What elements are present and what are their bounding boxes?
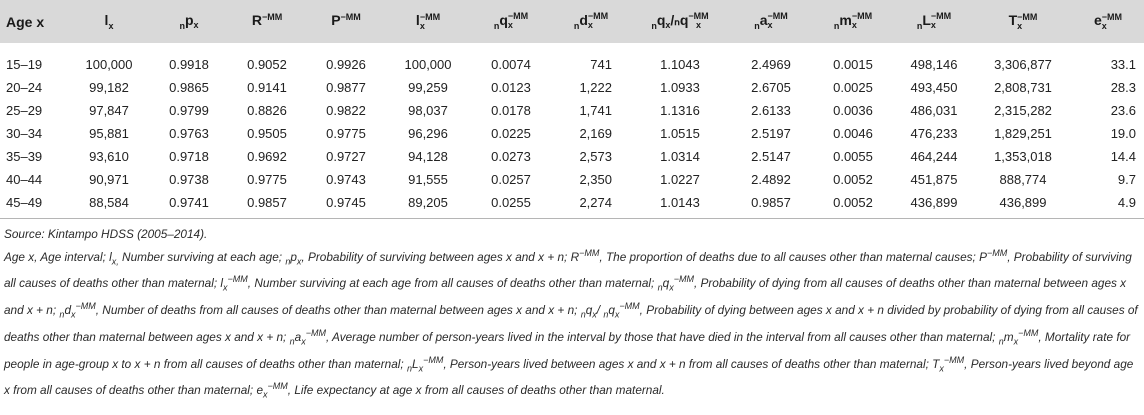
- table-cell: 2,350: [579, 172, 612, 187]
- header-prefix: n: [573, 20, 580, 31]
- header-sup: −MM: [419, 11, 441, 22]
- table-cell: 486,031: [910, 103, 958, 118]
- table-cell: 97,847: [89, 103, 129, 118]
- header-symbol: q: [656, 12, 666, 29]
- table-cell: 2.6133: [751, 103, 791, 118]
- table-cell: 93,610: [89, 149, 129, 164]
- legend-sub: n: [289, 336, 295, 347]
- header-prefix: n: [651, 20, 657, 31]
- legend-text: , Person-years lived beyond age x from all causes of deaths other than maternal; e: [4, 356, 1134, 398]
- table-cell: 1,353,018: [994, 149, 1052, 164]
- header-sub: x: [1017, 20, 1023, 31]
- header-sub: x: [419, 20, 425, 31]
- table-cell: 1.0314: [660, 149, 700, 164]
- header-symbol: p: [184, 12, 194, 29]
- legend-text: , Mortality rate for people in age-group x to x + n from all causes of deaths other than maternal;: [4, 329, 1131, 371]
- header-symbol: R: [251, 12, 262, 29]
- legend-text: Age x, Age interval; l: [4, 249, 112, 264]
- column-header: [730, 0, 812, 43]
- legend-text: , Probability of surviving between ages x and x + n; R: [301, 249, 580, 264]
- header-symbol: q: [499, 12, 508, 29]
- table-cell: 0.9763: [169, 126, 209, 141]
- table-cell: 0.9799: [169, 103, 209, 118]
- table-cell: 0.0074: [491, 57, 531, 72]
- legend-sub: n: [657, 282, 663, 293]
- header-sub: x: [507, 20, 513, 31]
- header-sub: [341, 22, 361, 31]
- header-symbol: l: [104, 12, 109, 29]
- header-symbol: Age x: [6, 13, 45, 30]
- legend-sub: x,: [111, 255, 119, 266]
- legend-sub: n: [998, 336, 1004, 347]
- legend-text: , Probability of dying between ages x and x + n divided by probability of dying from all causes of deaths other than maternal between ages x and x + n;: [4, 302, 1138, 344]
- column-header: [0, 0, 68, 43]
- header-sup: −MM: [261, 11, 283, 22]
- legend-sup: −MM: [227, 274, 248, 285]
- legend-text: q: [662, 276, 670, 291]
- table-cell: 0.0052: [833, 172, 873, 187]
- legend-sup: −MM: [267, 381, 288, 392]
- header-tail: /ₙq: [670, 12, 689, 29]
- column-header: [150, 0, 228, 43]
- legend-sup: −MM: [305, 327, 326, 338]
- table-cell: 28.3: [1110, 80, 1136, 95]
- column-header: [68, 0, 150, 43]
- table-cell: 0.0178: [491, 103, 531, 118]
- legend-sub: n: [406, 362, 412, 373]
- table-cell: 436,899: [910, 195, 958, 210]
- table-cell: 0.9857: [247, 195, 287, 210]
- column-header: [1072, 0, 1144, 43]
- table-cell: 98,037: [408, 103, 448, 118]
- table-cell: 0.9052: [247, 57, 287, 72]
- table-cell: 0.9505: [247, 126, 287, 141]
- table-cell: 0.9141: [247, 80, 287, 95]
- column-header: [386, 0, 470, 43]
- table-cell: 30–34: [6, 126, 43, 141]
- legend-text: p: [290, 249, 297, 264]
- legend-text: q: [608, 302, 615, 317]
- table-cell: 0.0025: [833, 80, 873, 95]
- header-sup: −MM: [688, 11, 709, 22]
- header-prefix: n: [833, 20, 840, 31]
- table-cell: 99,259: [408, 80, 448, 95]
- legend-sub: x: [592, 309, 597, 320]
- source-note: Source: Kintampo HDSS (2005–2014).: [4, 227, 208, 241]
- table-cell: 0.0055: [833, 149, 873, 164]
- legend-text: , The proportion of deaths due to all causes other than maternal causes; P: [599, 249, 987, 264]
- header-sub: x: [665, 20, 671, 31]
- table-cell: 0.9741: [169, 195, 209, 210]
- table-cell: 0.9857: [751, 195, 791, 210]
- header-sup: −MM: [587, 11, 609, 22]
- table-cell: 0.0036: [833, 103, 873, 118]
- legend-sub: x: [418, 362, 424, 373]
- table-cell: 90,971: [89, 172, 129, 187]
- table-cell: 0.9718: [169, 149, 209, 164]
- table-cell: 476,233: [910, 126, 958, 141]
- table-cell: 100,000: [404, 57, 452, 72]
- table-cell: 741: [590, 57, 612, 72]
- table-cell: 1.1043: [660, 57, 700, 72]
- legend-sub: x: [223, 282, 228, 293]
- legend-text: a: [294, 329, 302, 344]
- table-cell: 2.4892: [751, 172, 791, 187]
- table-cell: 0.9743: [326, 172, 366, 187]
- header-sup: −MM: [930, 11, 952, 22]
- table-cell: 2.6705: [751, 80, 791, 95]
- header-sub: x: [696, 20, 702, 31]
- table-cell: 0.9775: [326, 126, 366, 141]
- table-cell: 33.1: [1110, 57, 1136, 72]
- table-cell: 25–29: [6, 103, 43, 118]
- table-cell: 0.0015: [833, 57, 873, 72]
- legend-sub: x: [301, 336, 306, 347]
- table-row: [0, 76, 1144, 99]
- legend-sub: n: [59, 309, 65, 320]
- column-header: [974, 0, 1072, 43]
- table-cell: 1,829,251: [994, 126, 1052, 141]
- table-cell: 35–39: [6, 149, 43, 164]
- table-cell: 3,306,877: [994, 57, 1052, 72]
- legend-sub: n: [285, 255, 291, 266]
- legend-sup: −MM: [673, 274, 694, 285]
- legend-sup: −MM: [943, 354, 965, 365]
- header-sub: x: [193, 20, 199, 31]
- table-cell: 95,881: [89, 126, 129, 141]
- table-cell: 2,808,731: [994, 80, 1052, 95]
- table-cell: 2.5147: [751, 149, 791, 164]
- table-cell: 1,222: [579, 80, 612, 95]
- legend-text: , Probability of surviving all causes of deaths other than maternal; l: [4, 249, 1132, 291]
- header-sup: −MM: [767, 11, 788, 22]
- table-cell: 40–44: [6, 172, 43, 187]
- header-sub: x: [767, 20, 773, 31]
- header-symbol: T: [1008, 12, 1018, 29]
- table-cell: 100,000: [85, 57, 133, 72]
- table-cell: 0.9822: [326, 103, 366, 118]
- table-cell: 0.9738: [169, 172, 209, 187]
- legend-sub: x: [71, 309, 76, 320]
- table-cell: 451,875: [910, 172, 958, 187]
- table-cell: 14.4: [1110, 149, 1136, 164]
- table-cell: 0.9692: [247, 149, 287, 164]
- header-prefix: n: [916, 20, 923, 31]
- legend-text: Number surviving at each age;: [118, 249, 286, 264]
- legend-sup: −MM: [619, 301, 640, 312]
- table-cell: 1.0933: [660, 80, 700, 95]
- header-sub: x: [108, 20, 114, 31]
- table-cell: 88,584: [89, 195, 129, 210]
- table-cell: 2.5197: [751, 126, 791, 141]
- column-header: [228, 0, 306, 43]
- table-row: [0, 168, 1144, 191]
- table-cell: 45–49: [6, 195, 43, 210]
- table-cell: 4.9: [1117, 195, 1136, 210]
- table-cell: 1.0227: [660, 172, 700, 187]
- table-cell: 0.0273: [491, 149, 531, 164]
- legend-sub: x: [614, 309, 620, 320]
- legend-sub: x: [1013, 336, 1019, 347]
- header-sup: −MM: [1101, 11, 1123, 22]
- column-header: [470, 0, 552, 43]
- legend-sup: −MM: [1018, 327, 1039, 338]
- legend-sub: x: [939, 362, 944, 373]
- header-row: [0, 0, 1144, 43]
- header-prefix: n: [754, 20, 760, 31]
- header-symbol: d: [579, 12, 588, 29]
- legend-sup: −MM: [75, 301, 96, 312]
- legend-text: L: [412, 356, 419, 371]
- header-sub: x: [1101, 20, 1107, 31]
- table-cell: 94,128: [408, 149, 448, 164]
- header-symbol: e: [1093, 12, 1102, 29]
- table-cell: 23.6: [1110, 103, 1136, 118]
- legend-text: , Probability of dying from all causes of deaths other than maternal between ages x and x + n;: [4, 276, 1127, 317]
- legend-text: , Average number of person-years lived in the interval by those that have died in the interval from all causes other than maternal;: [325, 329, 999, 344]
- table-cell: 0.9865: [169, 80, 209, 95]
- table-cell: 464,244: [910, 149, 958, 164]
- table-cell: 15–19: [6, 57, 43, 72]
- header-prefix: n: [493, 20, 500, 31]
- table-cell: 0.9877: [326, 80, 366, 95]
- table-row: [0, 43, 1144, 76]
- table-cell: 0.8826: [247, 103, 287, 118]
- legend-text: /: [596, 302, 604, 317]
- column-header: [552, 0, 630, 43]
- header-sup: −MM: [851, 11, 873, 22]
- table-cell: 0.0123: [491, 80, 531, 95]
- legend-sup: −MM: [986, 247, 1008, 258]
- legend-sub: x: [263, 389, 268, 400]
- table-cell: 498,146: [910, 57, 958, 72]
- table-cell: 2,274: [579, 195, 612, 210]
- table-cell: 2,573: [579, 149, 612, 164]
- table-header: [0, 0, 1144, 43]
- table-row: [0, 122, 1144, 145]
- table-row: [0, 145, 1144, 168]
- column-header: [306, 0, 386, 43]
- header-symbol: a: [759, 12, 768, 29]
- header-sub: [262, 22, 282, 31]
- table-cell: 0.0052: [833, 195, 873, 210]
- header-sub: x: [930, 20, 936, 31]
- abbreviation-legend: [4, 244, 1140, 405]
- header-symbol: L: [922, 12, 931, 29]
- legend-text: , Number surviving at each age from all causes of deaths other than maternal;: [247, 276, 658, 291]
- column-header: [812, 0, 894, 43]
- header-symbol: l: [415, 12, 420, 29]
- legend-sup: −MM: [579, 247, 600, 258]
- table-cell: 99,182: [89, 80, 129, 95]
- table-cell: 0.9745: [326, 195, 366, 210]
- legend-sub: x: [296, 255, 302, 266]
- table-body: [0, 43, 1144, 219]
- legend-text: , Person-years lived between ages x and x + n from all causes of deaths other than maternal; T: [443, 356, 940, 371]
- legend-text: m: [1003, 329, 1014, 344]
- column-header: [894, 0, 974, 43]
- table-cell: 96,296: [408, 126, 448, 141]
- legend-text: d: [64, 302, 71, 317]
- table-cell: 0.0225: [491, 126, 531, 141]
- header-sub: x: [587, 20, 593, 31]
- header-sub: x: [851, 20, 857, 31]
- column-header: [630, 0, 730, 43]
- header-prefix: n: [179, 20, 185, 31]
- table-cell: 2,315,282: [994, 103, 1052, 118]
- legend-text: , Number of deaths from all causes of deaths other than maternal between ages x and x + n;: [95, 302, 581, 317]
- legend-sub: n: [603, 309, 609, 320]
- legend-sup: −MM: [423, 354, 444, 365]
- table-cell: 2,169: [579, 126, 612, 141]
- table-cell: 0.9926: [326, 57, 366, 72]
- header-symbol: P: [331, 12, 341, 29]
- table-cell: 20–24: [6, 80, 43, 95]
- table-cell: 91,555: [408, 172, 448, 187]
- table-cell: 1.1316: [660, 103, 700, 118]
- table-row: [0, 99, 1144, 122]
- table-cell: 1.0143: [660, 195, 700, 210]
- table-cell: 0.0255: [491, 195, 531, 210]
- table-cell: 493,450: [910, 80, 958, 95]
- table-cell: 0.9727: [326, 149, 366, 164]
- table-cell: 0.9918: [169, 57, 209, 72]
- legend-text: , Life expectancy at age x from all causes of deaths other than maternal.: [287, 383, 665, 398]
- table-footnotes: [0, 219, 1144, 404]
- legend-sub: x: [669, 282, 674, 293]
- table-cell: 1,741: [579, 103, 612, 118]
- header-symbol: m: [839, 12, 852, 29]
- header-sup: −MM: [1017, 11, 1038, 22]
- legend-sub: n: [580, 309, 586, 320]
- table-cell: 19.0: [1110, 126, 1136, 141]
- table-cell: 0.0046: [833, 126, 873, 141]
- table-row: [0, 191, 1144, 219]
- table-cell: 1.0515: [660, 126, 700, 141]
- header-sup: −MM: [507, 11, 529, 22]
- header-sup: −MM: [340, 11, 361, 22]
- table-cell: 2.4969: [751, 57, 791, 72]
- legend-text: q: [585, 302, 593, 317]
- table-cell: 89,205: [408, 195, 448, 210]
- table-cell: 0.9775: [247, 172, 287, 187]
- table-cell: 888,774: [999, 172, 1047, 187]
- table-cell: 9.7: [1117, 172, 1136, 187]
- table-cell: 436,899: [999, 195, 1047, 210]
- table-cell: 0.0257: [491, 172, 531, 187]
